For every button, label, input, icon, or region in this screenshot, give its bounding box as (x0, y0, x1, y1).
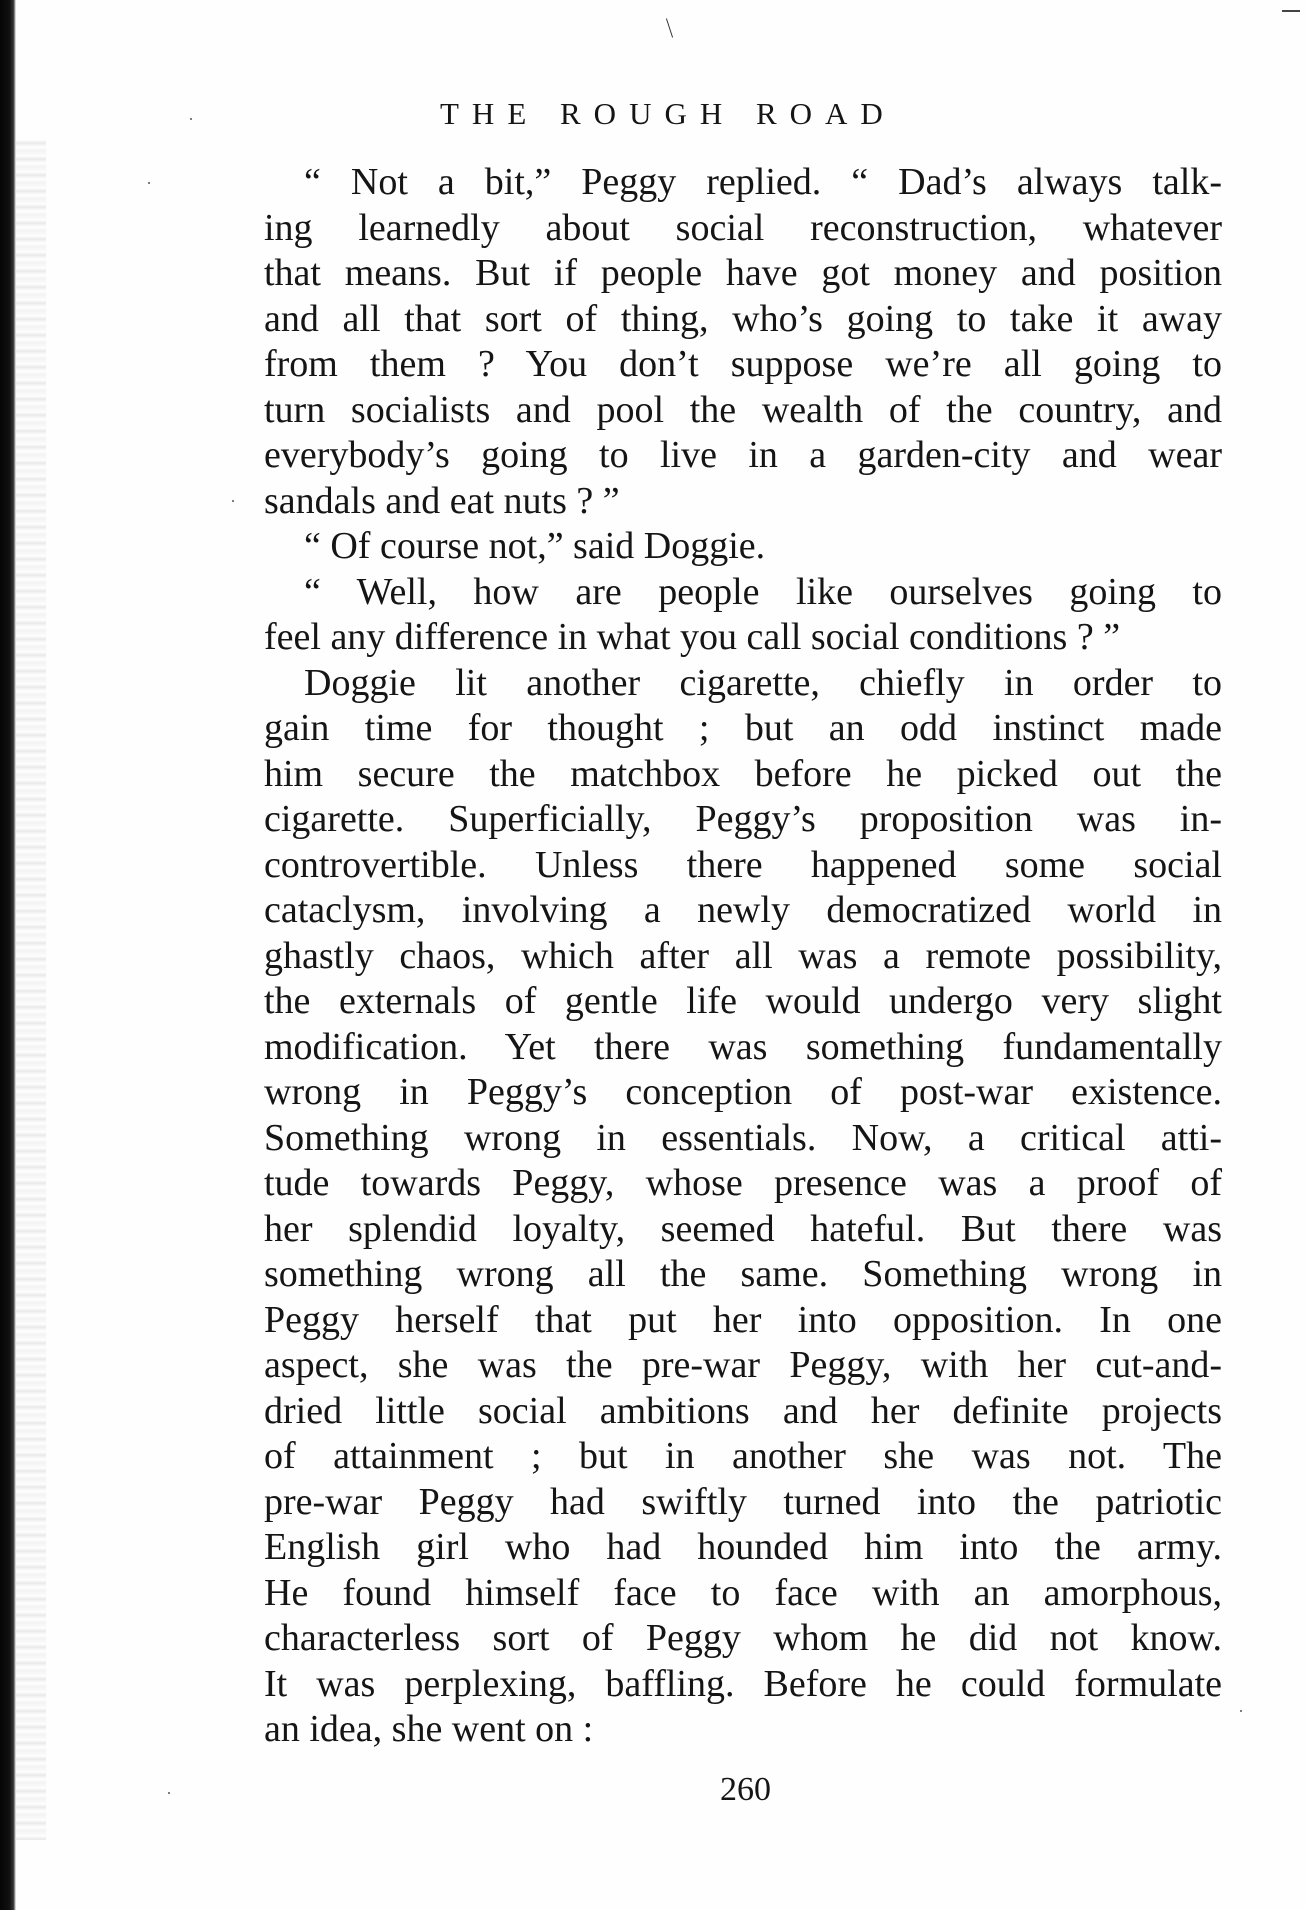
text-line: sandals and eat nuts ? ” (264, 479, 620, 522)
text-line: cataclysm, involving a newly democratized world in (264, 889, 1222, 931)
text-line: feel any difference in what you call social conditions ? ” (264, 616, 1121, 658)
text-line: modification. Yet there was something fundamentally (264, 1025, 1222, 1068)
text-line: aspect, she was the pre-war Peggy, with her cut-and- (264, 1344, 1222, 1386)
text-line: that means. But if people have got money and position (264, 252, 1222, 294)
text-line: an idea, she went on : (264, 1708, 594, 1750)
scan-mark (666, 18, 673, 37)
text-line: gain time for thought ; but an odd instinct made (264, 707, 1222, 749)
text-line: cigarette. Superficially, Peggy’s proposition was in- (264, 798, 1222, 840)
scan-speck (232, 500, 234, 502)
text-line: Something wrong in essentials. Now, a critical atti- (264, 1116, 1222, 1159)
text-line: ing learnedly about social reconstruction, whatever (264, 206, 1222, 249)
page-number: 260 (720, 1771, 771, 1808)
scan-speck (168, 1792, 170, 1794)
binding-edge (0, 0, 16, 1910)
text-line: him secure the matchbox before he picked out the (264, 752, 1222, 795)
text-line: “ Not a bit,” Peggy replied. “ Dad’s always talk- (304, 161, 1222, 203)
text-line: Doggie lit another cigarette, chiefly in order to (304, 661, 1222, 704)
text-line: wrong in Peggy’s conception of post-war existence. (264, 1071, 1222, 1113)
scan-mark (1282, 10, 1300, 12)
running-head: THE ROUGH ROAD (440, 96, 896, 131)
text-line: pre-war Peggy had swiftly turned into the patriotic (264, 1480, 1222, 1523)
text-line: English girl who had hounded him into the army. (264, 1526, 1222, 1568)
text-line: tude towards Peggy, whose presence was a proof of (264, 1162, 1222, 1204)
text-line: turn socialists and pool the wealth of the country, and (264, 388, 1222, 431)
text-line: and all that sort of thing, who’s going to take it away (264, 297, 1222, 340)
text-line: everybody’s going to live in a garden-city and wear (264, 434, 1222, 476)
body-text (264, 160, 1222, 1753)
text-line: her splendid loyalty, seemed hateful. But there was (264, 1207, 1222, 1250)
scan-speck (148, 182, 150, 184)
scan-speck (1240, 1710, 1242, 1712)
text-line: controvertible. Unless there happened some social (264, 843, 1222, 886)
text-line: from them ? You don’t suppose we’re all going to (264, 343, 1222, 385)
binding-shadow (16, 140, 46, 1840)
text-line: He found himself face to face with an amorphous, (264, 1571, 1222, 1614)
text-line: Peggy herself that put her into opposition. In one (264, 1298, 1222, 1341)
text-line: the externals of gentle life would undergo very slight (264, 980, 1222, 1022)
text-line: something wrong all the same. Something wrong in (264, 1253, 1222, 1295)
text-line: dried little social ambitions and her definite projects (264, 1389, 1222, 1432)
text-line: “ Well, how are people like ourselves going to (304, 570, 1222, 613)
text-line: of attainment ; but in another she was not. The (264, 1435, 1222, 1477)
text-line: characterless sort of Peggy whom he did not know. (264, 1617, 1222, 1659)
text-line: It was perplexing, baffling. Before he could formulate (264, 1662, 1222, 1705)
text-line: ghastly chaos, which after all was a remote possibility, (264, 934, 1222, 977)
text-line: “ Of course not,” said Doggie. (304, 525, 766, 567)
scan-speck (190, 118, 192, 120)
